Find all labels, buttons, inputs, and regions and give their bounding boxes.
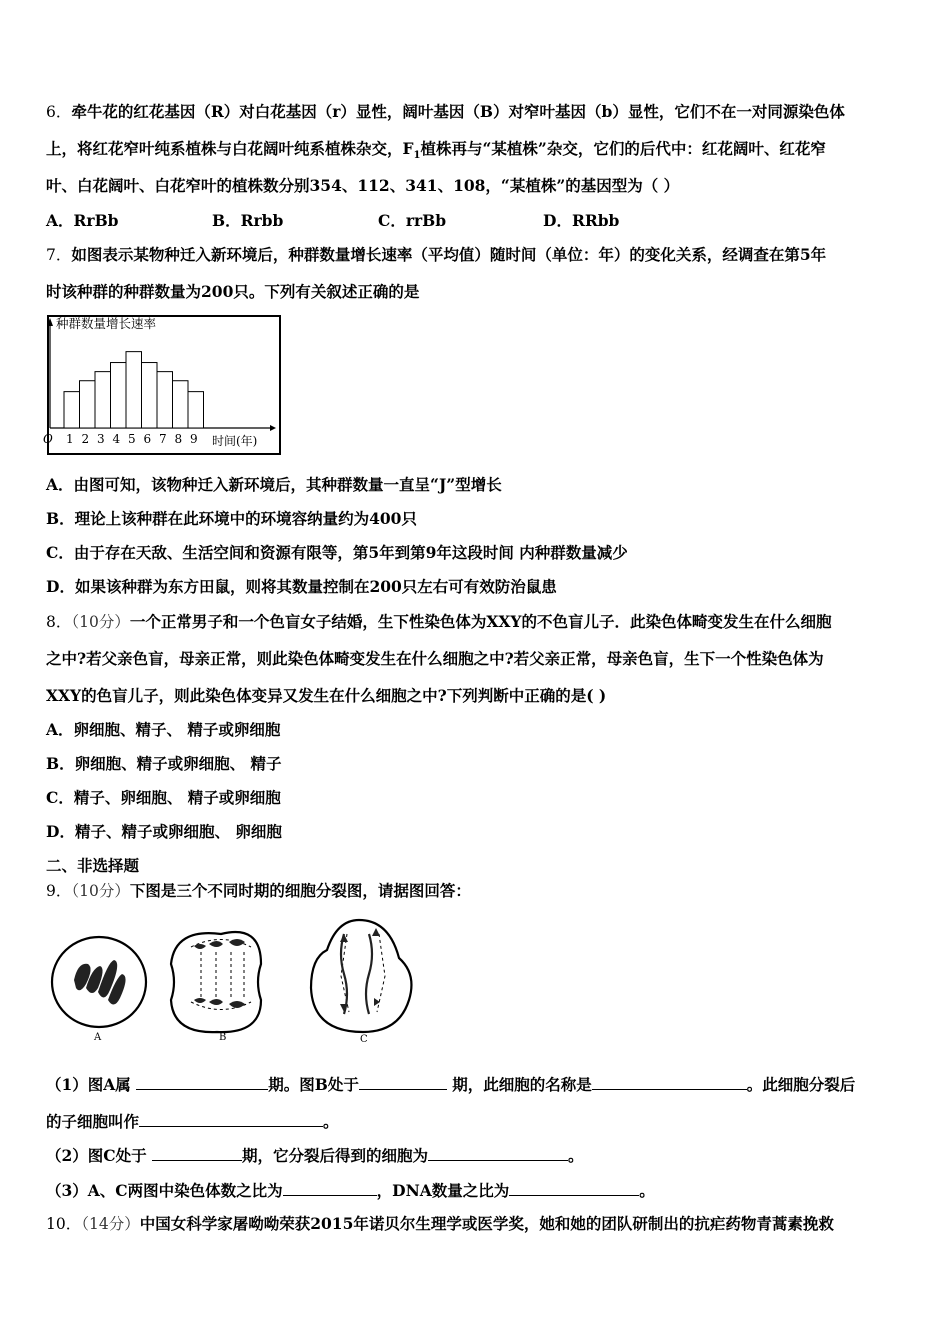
tick-label-group — [66, 432, 198, 446]
q8-line-1: 8．（10分）一个正常男子和一个色盲女子结婚，生下性染色体为XXY的不色盲儿子．此染色体畸变发生在什么细胞 — [46, 612, 832, 631]
q7-number: 7． — [46, 246, 72, 264]
section-heading: 二、非选择题 — [46, 856, 140, 875]
q10-number: 10． — [46, 1215, 82, 1233]
q6-option-a[interactable]: A．RrBb — [46, 211, 119, 230]
bar-year-8 — [173, 381, 189, 428]
fig-label-c: C — [360, 1034, 368, 1045]
q10-line-1: 10．（14分）中国女科学家屠呦呦荣获2015年诺贝尔生理学或医学奖，她和她的团队研制出的抗疟药物青蒿素挽救 — [46, 1214, 834, 1233]
q8-option-b[interactable]: B．卵细胞、精子或卵细胞、 精子 — [46, 754, 282, 773]
bar-year-1 — [64, 392, 80, 428]
answer-blank[interactable] — [592, 1073, 747, 1090]
q6-line-1: 6．牵牛花的红花基因（R）对白花基因（r）显性，阔叶基因（B）对窄叶基因（b）显性，它们不在一对同源染色体 — [46, 102, 845, 121]
x-tick-label: 6 — [143, 432, 152, 446]
q9-intro-line: 9．（10分）下图是三个不同时期的细胞分裂图，请据图回答： — [46, 881, 471, 900]
answer-blank[interactable] — [359, 1073, 447, 1090]
x-tick-label: 4 — [112, 432, 121, 446]
q9-part-3: （3）A、C两图中染色体数之比为 ，DNA数量之比为 。 — [46, 1181, 655, 1200]
q7-option-a[interactable]: A．由图可知，该物种迁入新环境后，其种群数量一直呈“J”型增长 — [46, 475, 502, 494]
bar-year-2 — [80, 381, 96, 428]
answer-blank[interactable] — [139, 1110, 323, 1127]
q8-option-a[interactable]: A．卵细胞、精子、 精子或卵细胞 — [46, 720, 281, 739]
q6-line-2: 上，将红花窄叶纯系植株与白花阔叶纯系植株杂交，$F_1$植株再与“某植株”杂交，它们的后代中：红花阔叶、红花窄 — [46, 139, 826, 162]
x-tick-label: 3 — [97, 432, 105, 446]
origin-label: O — [43, 432, 53, 446]
answer-blank[interactable] — [152, 1144, 242, 1161]
bar-year-9 — [188, 392, 204, 428]
q7-option-d[interactable]: D．如果该种群为东方田鼠，则将其数量控制在200只左右可有效防治鼠患 — [46, 577, 557, 596]
bar-year-3 — [95, 372, 111, 428]
answer-blank[interactable] — [509, 1179, 639, 1196]
bar-year-6 — [142, 363, 158, 428]
q6-option-c[interactable]: C．rrBb — [378, 211, 447, 230]
q9-number: 9． — [46, 882, 72, 900]
bar-group — [64, 352, 204, 428]
answer-blank[interactable] — [283, 1179, 377, 1196]
cell-a — [52, 937, 146, 1043]
x-tick-label: 1 — [66, 432, 74, 446]
x-tick-label: 2 — [81, 432, 90, 446]
q8-option-d[interactable]: D．精子、精子或卵细胞、 卵细胞 — [46, 822, 282, 841]
x-tick-label: 7 — [159, 432, 167, 446]
x-tick-label: 5 — [128, 432, 136, 446]
fig-label-b: B — [219, 1032, 227, 1043]
cell-c — [311, 920, 411, 1045]
y-axis-label: 种群数量增长速率 — [56, 316, 157, 331]
q9-part-1-line-1: （1）图A属 期。图B处于 期，此细胞的名称是 。此细胞分裂后 — [46, 1075, 856, 1094]
fig-label-a: A — [94, 1032, 102, 1043]
bar-year-5 — [126, 352, 142, 428]
growth-rate-bar-chart — [42, 314, 282, 459]
q7-line-1: 7．如图表示某物种迁入新环境后，种群数量增长速率（平均值）随时间（单位：年）的变化关系，经调查在第5年 — [46, 245, 827, 264]
q8-number: 8． — [46, 613, 72, 631]
x-tick-label: 9 — [190, 432, 198, 446]
q6-option-b[interactable]: B．Rrbb — [212, 211, 284, 230]
x-tick-label: 8 — [174, 432, 183, 446]
q7-line-2: 时该种群的种群数量为200只。下列有关叙述正确的是 — [46, 282, 420, 301]
q7-option-c[interactable]: C．由于存在天敌、生活空间和资源有限等，第5年到第9年这段时间 内种群数量减少 — [46, 543, 628, 562]
bar-year-7 — [157, 372, 173, 428]
q9-score: （10分） — [71, 882, 130, 900]
q6-number: 6． — [46, 103, 72, 121]
cell-division-figure — [44, 912, 424, 1047]
x-axis-label: 时间(年) — [212, 434, 258, 448]
q10-score: （14分） — [81, 1215, 140, 1233]
cell-b — [171, 932, 261, 1043]
x-axis-arrow — [270, 425, 276, 431]
q8-line-3: XXY的色盲儿子，则此染色体变异又发生在什么细胞之中?下列判断中正确的是( ) — [46, 686, 607, 705]
q7-option-b[interactable]: B．理论上该种群在此环境中的环境容纳量约为400只 — [46, 509, 417, 528]
q9-part-2: （2）图C处于 期，它分裂后得到的细胞为 。 — [46, 1146, 584, 1165]
bar-year-4 — [111, 363, 127, 428]
answer-blank[interactable] — [136, 1073, 268, 1090]
q6-line-3: 叶、白花阔叶、白花窄叶的植株数分别354、112、341、108，“某植株”的基因型为（ ） — [46, 176, 680, 195]
q8-score: （10分） — [71, 613, 130, 631]
q8-line-2: 之中?若父亲色盲，母亲正常，则此染色体畸变发生在什么细胞之中?若父亲正常，母亲色盲，生下一个性染色体为 — [46, 649, 824, 668]
q6-option-d[interactable]: D．RRbb — [543, 211, 620, 230]
q9-part-1-line-2: 的子细胞叫作 。 — [46, 1112, 339, 1131]
q8-option-c[interactable]: C．精子、卵细胞、 精子或卵细胞 — [46, 788, 281, 807]
answer-blank[interactable] — [428, 1144, 568, 1161]
